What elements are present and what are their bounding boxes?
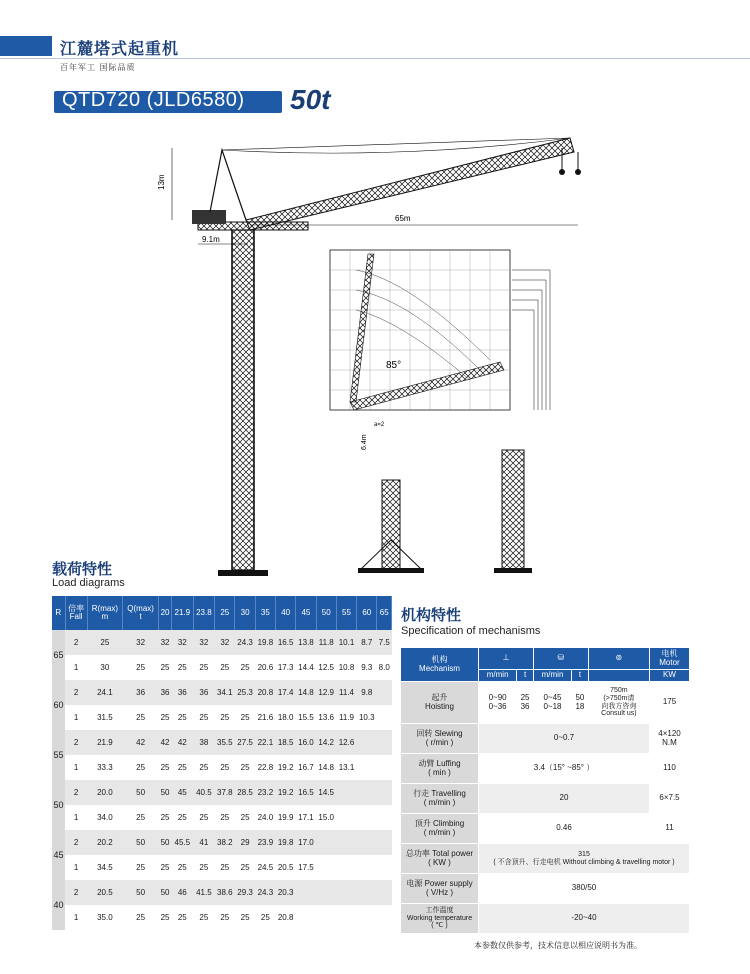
slewing-value: 0~0.7 (479, 724, 650, 754)
hoisting-note: 750m (>750m请 向我方咨询 Consult us) (588, 682, 649, 724)
load-cell: 14.8 (316, 755, 336, 780)
load-cell: 35.5 (215, 730, 235, 755)
load-cell: 15.5 (296, 705, 316, 730)
load-cell: 19.8 (276, 830, 296, 855)
load-row (52, 905, 392, 930)
load-cell (357, 830, 377, 855)
load-cell: 24.5 (255, 855, 275, 880)
load-cell: 21.9 (87, 730, 122, 755)
load-cell (316, 905, 336, 930)
load-cell (336, 805, 356, 830)
footnote: 本参数仅供参考，技术信息以相应说明书为准。 (474, 941, 642, 950)
load-cell: 20.0 (87, 780, 122, 805)
load-cell: 22.8 (255, 755, 275, 780)
load-cell: 50 (123, 880, 159, 905)
load-cell: 25 (215, 705, 235, 730)
load-row (52, 655, 392, 680)
mech-row-travelling (401, 784, 690, 814)
load-cell: 25 (235, 755, 255, 780)
load-header-9: 35 (255, 596, 275, 630)
supply-label: 电源 Power supply ( V/Hz ) (401, 874, 479, 904)
hoisting-kw: 175 (650, 682, 690, 724)
slewing-label: 回转 Slewing ( r/min ) (401, 724, 479, 754)
load-cell: 29.3 (235, 880, 255, 905)
mech-head-mechanism: 机构 Mechanism (401, 648, 479, 682)
load-cell: 25 (172, 805, 194, 830)
load-cell: 35.0 (87, 905, 122, 930)
load-cell: 11.8 (316, 630, 336, 655)
load-cell: 28.5 (235, 780, 255, 805)
load-cell: 1 (65, 905, 87, 930)
load-cell (377, 705, 392, 730)
load-cell: 32 (159, 630, 172, 655)
mech-row-luffing (401, 754, 690, 784)
load-cell (377, 855, 392, 880)
load-cell (357, 905, 377, 930)
luffing-label: 动臂 Luffing ( min ) (401, 754, 479, 784)
load-cell: 41 (193, 830, 215, 855)
load-header-0: R (52, 596, 65, 630)
load-cell: 9.3 (357, 655, 377, 680)
load-cell: 10.8 (336, 655, 356, 680)
load-table (52, 596, 392, 930)
load-cell: 10.3 (357, 705, 377, 730)
fall-note: a=2 (374, 422, 385, 428)
travelling-kw: 6×7.5 (650, 784, 690, 814)
load-header-1: 倍率 Fall (65, 596, 87, 630)
hoisting-label: 起升 Hoisting (401, 682, 479, 724)
load-cell: 42 (159, 730, 172, 755)
load-radius-cell: 40 (52, 880, 65, 930)
load-header-15: 65 (377, 596, 392, 630)
load-cell: 36 (123, 680, 159, 705)
load-row (52, 855, 392, 880)
load-cell (377, 880, 392, 905)
load-radius-cell: 45 (52, 830, 65, 880)
load-cell: 14.5 (316, 780, 336, 805)
load-header-13: 55 (336, 596, 356, 630)
hoisting-speed-1: 0~90 0~36 (479, 682, 517, 724)
load-cell: 12.9 (316, 680, 336, 705)
load-row (52, 805, 392, 830)
load-cell: 36 (172, 680, 194, 705)
load-cell: 20.5 (87, 880, 122, 905)
load-cell: 34.1 (215, 680, 235, 705)
load-cell: 25 (235, 855, 255, 880)
load-cell: 38.2 (215, 830, 235, 855)
load-cell: 25 (255, 905, 275, 930)
load-header-14: 60 (357, 596, 377, 630)
load-cell (336, 830, 356, 855)
load-cell: 25 (193, 755, 215, 780)
load-cell: 25 (172, 705, 194, 730)
climbing-value: 0.46 (479, 814, 650, 844)
hoisting-load-2: 50 18 (572, 682, 589, 724)
luffing-kw: 110 (650, 754, 690, 784)
load-cell: 50 (159, 880, 172, 905)
dim-65m: 65m (395, 214, 411, 223)
load-cell: 20.3 (276, 880, 296, 905)
hoisting-speed-2: 0~45 0~18 (533, 682, 571, 724)
load-cell: 25 (123, 805, 159, 830)
load-cell: 45.5 (172, 830, 194, 855)
load-header-3: Q(max) t (123, 596, 159, 630)
load-cell (357, 880, 377, 905)
load-cell: 25 (159, 655, 172, 680)
load-cell: 19.8 (255, 630, 275, 655)
mech-sub-t-2: t (572, 670, 589, 682)
load-cell: 31.5 (87, 705, 122, 730)
load-cell: 18.0 (276, 705, 296, 730)
load-cell: 12.6 (336, 730, 356, 755)
mech-row-climbing (401, 814, 690, 844)
mech-row-total (401, 844, 690, 874)
load-cell: 20.5 (276, 855, 296, 880)
model-capacity: 50t (290, 84, 331, 115)
load-cell: 32 (215, 630, 235, 655)
load-cell (377, 680, 392, 705)
load-cell: 25 (159, 705, 172, 730)
load-row (52, 680, 392, 705)
load-curve-grid (330, 250, 550, 428)
load-cell: 25 (123, 755, 159, 780)
load-cell (296, 880, 316, 905)
load-radius-cell: 65 (52, 630, 65, 680)
load-cell: 7.5 (377, 630, 392, 655)
temp-value: -20~40 (479, 904, 690, 934)
hoist-icon-a: ⊥ (479, 648, 534, 670)
climbing-label: 顶升 Climbing ( m/min ) (401, 814, 479, 844)
load-cell: 25 (215, 805, 235, 830)
load-cell: 2 (65, 830, 87, 855)
load-cell: 29 (235, 830, 255, 855)
load-cell: 14.8 (296, 680, 316, 705)
temp-label: 工作温度 Working temperature ( ℃ ) (401, 904, 479, 934)
hoist-icon-b: ⛁ (533, 648, 588, 670)
mech-row-slewing (401, 724, 690, 754)
dim-13m: 13m (157, 174, 166, 190)
mech-row-supply (401, 874, 690, 904)
load-cell: 2 (65, 730, 87, 755)
load-cell: 30 (87, 655, 122, 680)
load-cell: 11.9 (336, 705, 356, 730)
load-cell: 38 (193, 730, 215, 755)
model-name: QTD720 (JLD6580) (62, 89, 245, 111)
load-cell: 32 (193, 630, 215, 655)
load-cell: 25.3 (235, 680, 255, 705)
load-cell (377, 905, 392, 930)
total-label: 总功率 Total power ( KW ) (401, 844, 479, 874)
load-cell: 16.5 (296, 780, 316, 805)
load-cell: 11.4 (336, 680, 356, 705)
load-cell: 13.1 (336, 755, 356, 780)
load-cell: 41.5 (193, 880, 215, 905)
load-cell: 2 (65, 780, 87, 805)
load-cell: 19.9 (276, 805, 296, 830)
load-cell: 15.0 (316, 805, 336, 830)
load-cell (336, 855, 356, 880)
load-cell: 50 (123, 830, 159, 855)
mech-row-hoisting (401, 682, 690, 724)
mech-sub-t-1: t (517, 670, 534, 682)
load-cell: 8.7 (357, 630, 377, 655)
load-cell (336, 780, 356, 805)
load-header-6: 23.8 (193, 596, 215, 630)
load-section-title: 载荷特性 (52, 560, 113, 578)
load-cell: 50 (123, 780, 159, 805)
load-cell (357, 855, 377, 880)
load-cell: 24.1 (87, 680, 122, 705)
load-cell: 40.5 (193, 780, 215, 805)
load-cell (316, 830, 336, 855)
load-cell: 50 (159, 780, 172, 805)
load-cell: 23.9 (255, 830, 275, 855)
brand-title: 江麓塔式起重机 (60, 39, 180, 58)
load-cell: 20.2 (87, 830, 122, 855)
load-cell: 13.8 (296, 630, 316, 655)
load-cell: 25 (123, 655, 159, 680)
mech-head-motor: 电机 Motor (650, 648, 690, 670)
load-cell: 2 (65, 630, 87, 655)
load-cell: 1 (65, 705, 87, 730)
load-row (52, 630, 392, 655)
load-cell: 25 (215, 655, 235, 680)
load-cell: 27.5 (235, 730, 255, 755)
load-cell: 22.1 (255, 730, 275, 755)
load-header-2: R(max) m (87, 596, 122, 630)
load-table-header (52, 596, 392, 630)
load-cell: 1 (65, 805, 87, 830)
load-cell: 20.8 (255, 680, 275, 705)
load-cell: 25 (159, 755, 172, 780)
load-radius-cell: 55 (52, 730, 65, 780)
load-header-10: 40 (276, 596, 296, 630)
load-cell: 16.0 (296, 730, 316, 755)
climbing-kw: 11 (650, 814, 690, 844)
load-cell: 16.7 (296, 755, 316, 780)
climbing-frame-drawing (358, 480, 424, 573)
load-cell: 50 (159, 830, 172, 855)
load-cell: 12.5 (316, 655, 336, 680)
load-cell: 20.6 (255, 655, 275, 680)
load-cell: 17.3 (276, 655, 296, 680)
load-cell: 24.0 (255, 805, 275, 830)
load-cell: 36 (193, 680, 215, 705)
load-cell: 34.0 (87, 805, 122, 830)
load-cell: 1 (65, 755, 87, 780)
load-cell: 32 (123, 630, 159, 655)
load-header-12: 50 (316, 596, 336, 630)
load-header-11: 45 (296, 596, 316, 630)
load-cell: 25 (215, 905, 235, 930)
load-cell: 24.3 (235, 630, 255, 655)
drum-icon: ⊚ (588, 648, 649, 670)
load-cell: 25 (159, 905, 172, 930)
load-cell (357, 755, 377, 780)
load-row (52, 880, 392, 905)
mech-sub-mmin-2: m/min (533, 670, 571, 682)
slewing-kw: 4×120 N.M (650, 724, 690, 754)
load-cell: 25 (123, 705, 159, 730)
hoisting-load-1: 25 36 (517, 682, 534, 724)
dim-6-4m: 6.4m (361, 434, 368, 450)
travelling-value: 20 (479, 784, 650, 814)
mech-table (400, 647, 690, 934)
load-cell: 25 (215, 855, 235, 880)
mast-section-drawing (494, 450, 532, 573)
mech-sub-mmin-1: m/min (479, 670, 517, 682)
load-cell: 36 (159, 680, 172, 705)
load-cell: 17.4 (276, 680, 296, 705)
load-cell: 23.2 (255, 780, 275, 805)
load-cell: 2 (65, 680, 87, 705)
load-cell: 25 (159, 855, 172, 880)
load-cell (377, 780, 392, 805)
load-cell: 14.4 (296, 655, 316, 680)
load-cell (377, 730, 392, 755)
load-row (52, 780, 392, 805)
load-cell: 9.8 (357, 680, 377, 705)
load-header-8: 30 (235, 596, 255, 630)
load-cell: 20.8 (276, 905, 296, 930)
load-header-7: 25 (215, 596, 235, 630)
load-cell: 10.1 (336, 630, 356, 655)
supply-value: 380/50 (479, 874, 690, 904)
load-cell: 25 (193, 855, 215, 880)
load-cell: 32 (172, 630, 194, 655)
mech-sub-kw: KW (650, 670, 690, 682)
load-cell: 25 (172, 655, 194, 680)
load-cell: 25 (235, 705, 255, 730)
load-cell: 25 (193, 655, 215, 680)
load-cell (296, 905, 316, 930)
load-cell: 46 (172, 880, 194, 905)
dim-9-1m: 9.1m (202, 235, 220, 244)
load-row (52, 705, 392, 730)
load-cell: 25 (193, 905, 215, 930)
brand-divider (0, 58, 750, 59)
load-cell: 25 (215, 755, 235, 780)
load-cell: 25 (172, 905, 194, 930)
load-row (52, 830, 392, 855)
load-cell: 25 (172, 755, 194, 780)
load-cell: 33.3 (87, 755, 122, 780)
load-cell: 25 (123, 855, 159, 880)
travelling-label: 行走 Travelling ( m/min ) (401, 784, 479, 814)
load-cell: 8.0 (377, 655, 392, 680)
load-cell: 42 (172, 730, 194, 755)
load-cell (377, 755, 392, 780)
load-cell (316, 855, 336, 880)
load-cell: 25 (87, 630, 122, 655)
load-cell: 42 (123, 730, 159, 755)
load-cell (316, 880, 336, 905)
load-cell (357, 805, 377, 830)
load-cell: 25 (123, 905, 159, 930)
load-cell: 34.5 (87, 855, 122, 880)
load-cell (357, 780, 377, 805)
brand-subtitle: 百年军工 国际品质 (60, 63, 136, 72)
load-cell (377, 830, 392, 855)
mech-section-subtitle: Specification of mechanisms (401, 625, 541, 637)
total-value: 315 ( 不含顶升、行走电机 Without climbing & travelling motor ) (479, 844, 690, 874)
crane-drawing (150, 130, 600, 590)
load-cell: 19.2 (276, 780, 296, 805)
load-row (52, 755, 392, 780)
load-cell: 25 (235, 905, 255, 930)
load-radius-cell: 50 (52, 780, 65, 830)
load-cell: 21.6 (255, 705, 275, 730)
load-cell: 25 (193, 805, 215, 830)
load-cell: 16.5 (276, 630, 296, 655)
load-cell: 45 (172, 780, 194, 805)
load-cell: 17.1 (296, 805, 316, 830)
load-cell: 25 (159, 805, 172, 830)
load-cell: 25 (172, 855, 194, 880)
luffing-value: 3.4（15° ~85° ） (479, 754, 650, 784)
mech-section-title: 机构特性 (401, 606, 462, 624)
load-header-5: 21.9 (172, 596, 194, 630)
load-cell: 17.0 (296, 830, 316, 855)
load-cell (336, 880, 356, 905)
load-cell: 2 (65, 880, 87, 905)
load-header-4: 20 (159, 596, 172, 630)
load-cell: 25 (193, 705, 215, 730)
load-cell: 38.6 (215, 880, 235, 905)
load-cell: 1 (65, 655, 87, 680)
load-cell (357, 730, 377, 755)
load-cell: 19.2 (276, 755, 296, 780)
load-cell (377, 805, 392, 830)
load-cell: 1 (65, 855, 87, 880)
load-cell: 24.3 (255, 880, 275, 905)
brand-bar (0, 36, 52, 56)
angle-label: 85° (386, 360, 402, 371)
load-cell: 13.6 (316, 705, 336, 730)
load-section-subtitle: Load diagrams (52, 577, 125, 589)
load-cell: 14.2 (316, 730, 336, 755)
load-row (52, 730, 392, 755)
load-cell (336, 905, 356, 930)
load-radius-cell: 60 (52, 680, 65, 730)
mech-row-temp (401, 904, 690, 934)
load-cell: 37.8 (215, 780, 235, 805)
load-cell: 18.5 (276, 730, 296, 755)
load-cell: 17.5 (296, 855, 316, 880)
load-cell: 25 (235, 805, 255, 830)
load-cell: 25 (235, 655, 255, 680)
